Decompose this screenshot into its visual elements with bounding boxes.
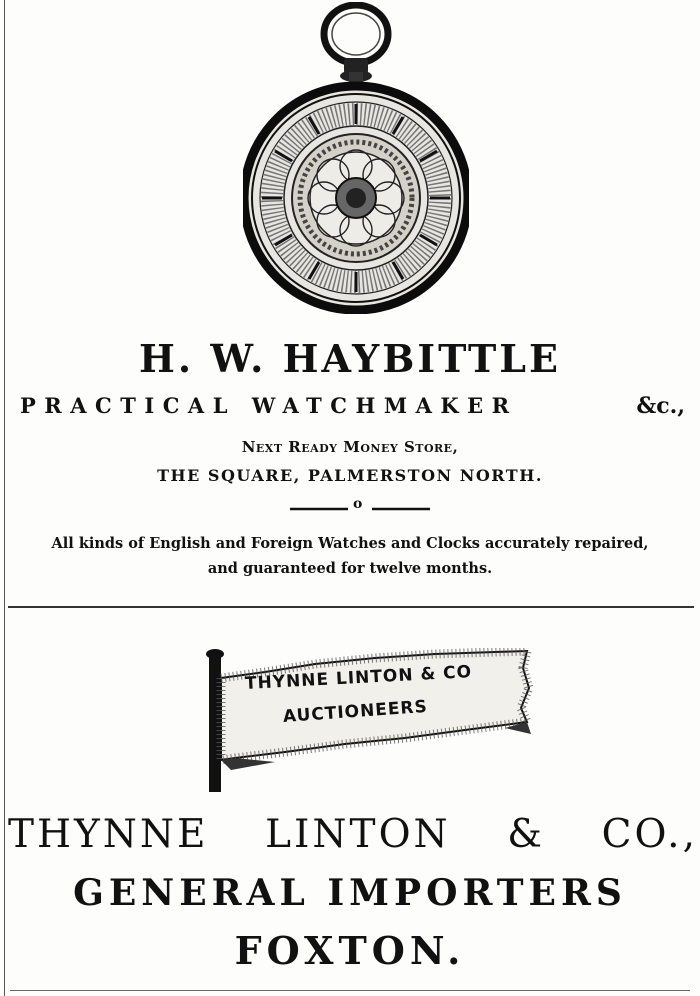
flag-line2: AUCTIONEERS xyxy=(282,696,429,727)
auctioneer-business: GENERAL IMPORTERS xyxy=(73,872,627,914)
pocket-watch-illustration xyxy=(243,2,469,314)
watchmaker-address: THE SQUARE, PALMERSTON NORTH. xyxy=(157,466,543,485)
firm-name-word: THYNNE xyxy=(8,812,209,857)
watchmaker-trade-line xyxy=(20,393,685,419)
firm-name-word: CO., xyxy=(601,812,698,857)
watchmaker-trade: PRACTICAL WATCHMAKER xyxy=(20,393,518,418)
auctioneer-firm-name xyxy=(8,812,698,857)
firm-name-word: & xyxy=(507,812,546,857)
page-bottom-rule xyxy=(10,990,690,991)
ornament-letter: o xyxy=(353,496,363,512)
page-left-rule xyxy=(4,0,5,996)
watchmaker-description-line1: All kinds of English and Foreign Watches and Clocks accurately repaired, xyxy=(51,535,649,552)
advert-divider xyxy=(8,606,694,608)
watchmaker-location: Next Ready Money Store, xyxy=(241,438,459,456)
ornamental-rule xyxy=(290,496,430,514)
firm-name-word: LINTON xyxy=(265,812,451,857)
watchmaker-trade-suffix: &c., xyxy=(636,393,685,419)
flag-line1: THYNNE LINTON & CO xyxy=(244,662,473,694)
watchmaker-description-line2: and guaranteed for twelve months. xyxy=(207,560,493,577)
watchmaker-name: H. W. HAYBITTLE xyxy=(139,336,561,381)
auctioneer-town: FOXTON. xyxy=(234,928,466,973)
